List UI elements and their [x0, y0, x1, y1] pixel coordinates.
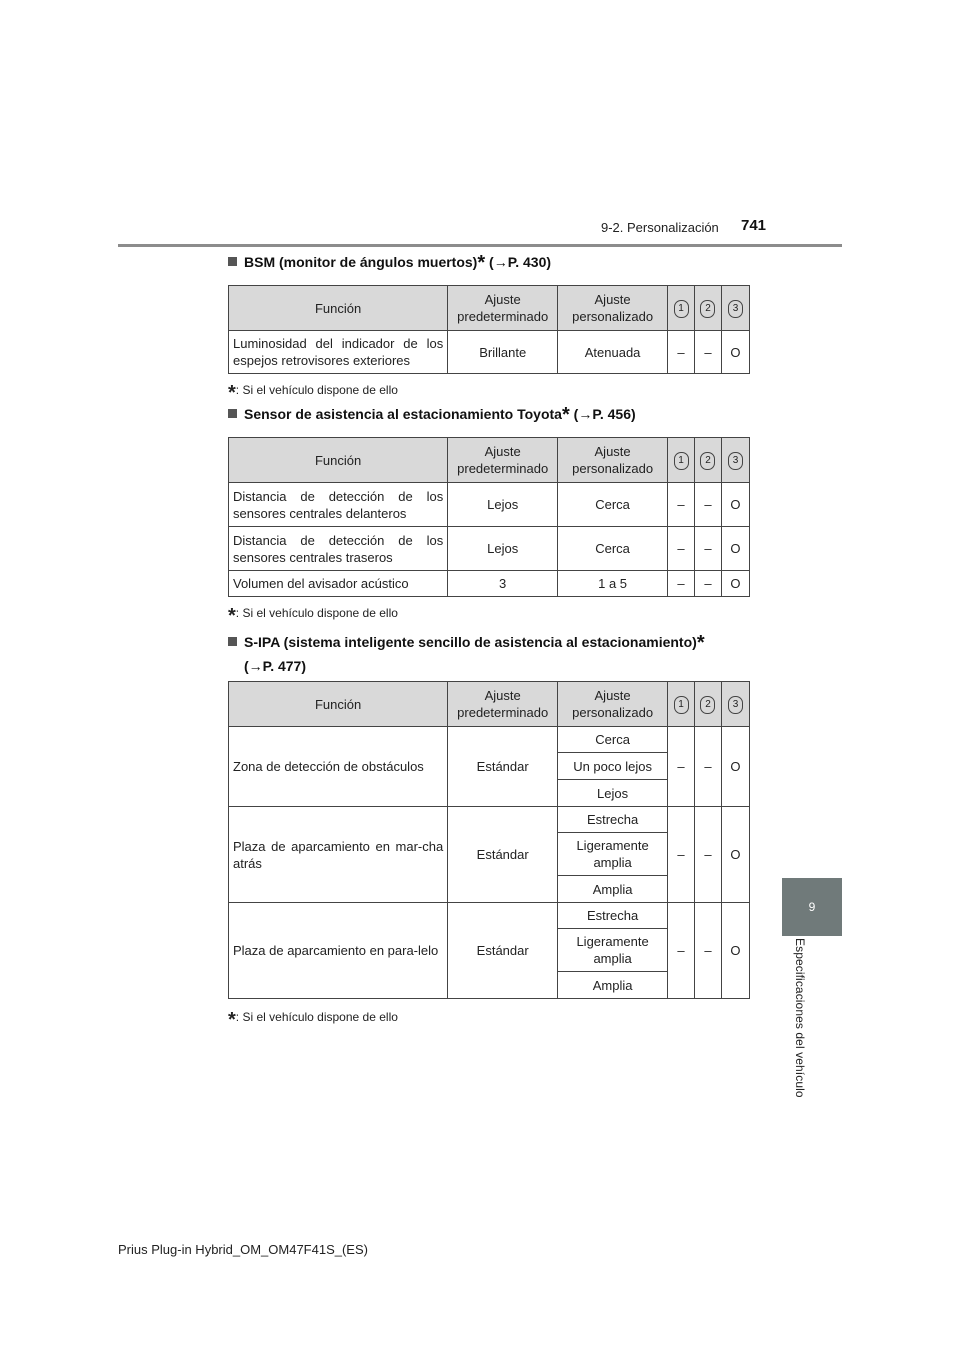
table-row	[229, 903, 750, 929]
table-row	[229, 331, 750, 374]
heading-title: S-IPA (sistema inteligente sencillo de asistencia al estacionamiento)	[244, 634, 697, 650]
heading-title: BSM (monitor de ángulos muertos)	[244, 254, 478, 270]
col-header-function: Función	[229, 438, 448, 483]
cell-custom-option: Cerca	[558, 727, 668, 753]
cell-default: Brillante	[448, 331, 558, 374]
cell-default: Estándar	[448, 807, 558, 903]
col-header-c2	[695, 286, 722, 331]
circled-1-icon: 1	[674, 452, 689, 470]
chapter-title: Especificaciones del vehículo	[793, 938, 807, 1098]
cell-custom-option: Estrecha	[558, 903, 668, 929]
footnote-asterisk: *	[228, 1009, 236, 1031]
col-header-c3	[721, 438, 749, 483]
section-heading-parking-sensor	[228, 404, 636, 426]
circled-3-icon: 3	[728, 696, 743, 714]
cell-c1: –	[668, 727, 695, 807]
footnote-text: : Si el vehículo dispone de ello	[235, 383, 398, 397]
section-heading-bsm	[228, 252, 552, 274]
cell-custom-option: Lejos	[558, 780, 668, 807]
cell-default: Estándar	[448, 727, 558, 807]
chapter-tab	[782, 878, 842, 936]
col-header-custom: Ajuste personalizado	[558, 286, 668, 331]
cell-custom-option: Ligeramente amplia	[558, 929, 668, 972]
chapter-number: 9	[808, 900, 816, 914]
cell-default: Lejos	[448, 483, 558, 527]
col-header-c1	[668, 438, 695, 483]
cell-c1: –	[668, 571, 695, 597]
circled-3-icon: 3	[728, 300, 743, 318]
circled-3-icon: 3	[728, 452, 743, 470]
cell-custom: 1 a 5	[558, 571, 668, 597]
col-header-default: Ajuste predeterminado	[448, 438, 558, 483]
cell-c3: O	[721, 527, 749, 571]
cell-c3: O	[721, 571, 749, 597]
footnote-text: : Si el vehículo dispone de ello	[235, 606, 398, 620]
page-reference: (→P. 456)	[573, 406, 636, 422]
col-header-function: Función	[229, 286, 448, 331]
cell-c1: –	[668, 483, 695, 527]
table-row	[229, 727, 750, 753]
cell-custom: Atenuada	[558, 331, 668, 374]
section-heading-sipa	[228, 630, 758, 678]
cell-function: Plaza de aparcamiento en mar-cha atrás	[229, 807, 448, 903]
cell-c1: –	[668, 807, 695, 903]
col-header-c2	[695, 438, 722, 483]
cell-custom: Cerca	[558, 483, 668, 527]
cell-default: Estándar	[448, 903, 558, 999]
cell-function: Distancia de detección de los sensores centrales traseros	[229, 527, 448, 571]
table-row	[229, 483, 750, 527]
asterisk: *	[561, 404, 570, 426]
cell-c2: –	[695, 571, 722, 597]
cell-custom-option: Estrecha	[558, 807, 668, 833]
col-header-default: Ajuste predeterminado	[448, 682, 558, 727]
cell-function: Plaza de aparcamiento en para-lelo	[229, 903, 448, 999]
table-row	[229, 527, 750, 571]
cell-c2: –	[695, 727, 722, 807]
table-bsm	[228, 285, 750, 374]
asterisk: *	[477, 252, 486, 274]
section-label: 9-2. Personalización	[601, 220, 719, 235]
cell-custom: Cerca	[558, 527, 668, 571]
square-bullet-icon	[228, 257, 237, 266]
circled-1-icon: 1	[674, 696, 689, 714]
page-number: 741	[741, 217, 767, 234]
cell-function: Distancia de detección de los sensores centrales delanteros	[229, 483, 448, 527]
cell-function: Luminosidad del indicador de los espejos retrovisores exteriores	[229, 331, 448, 374]
circled-2-icon: 2	[700, 300, 715, 318]
col-header-c2	[695, 682, 722, 727]
page-reference: (→P. 430)	[489, 254, 552, 270]
cell-c3: O	[721, 331, 749, 374]
col-header-function: Función	[229, 682, 448, 727]
cell-default: Lejos	[448, 527, 558, 571]
cell-custom-option: Amplia	[558, 972, 668, 999]
footnote-parking-sensor	[228, 605, 398, 627]
circled-1-icon: 1	[674, 300, 689, 318]
cell-c2: –	[695, 483, 722, 527]
cell-c1: –	[668, 331, 695, 374]
col-header-default: Ajuste predeterminado	[448, 286, 558, 331]
cell-c2: –	[695, 331, 722, 374]
page-reference: (→P. 477)	[244, 658, 306, 674]
col-header-c1	[668, 286, 695, 331]
cell-c3: O	[721, 807, 749, 903]
cell-c2: –	[695, 903, 722, 999]
square-bullet-icon	[228, 637, 237, 646]
cell-c3: O	[721, 903, 749, 999]
header-rule	[118, 244, 842, 247]
cell-default: 3	[448, 571, 558, 597]
col-header-c3	[721, 682, 749, 727]
cell-custom-option: Amplia	[558, 876, 668, 903]
cell-c2: –	[695, 527, 722, 571]
circled-2-icon: 2	[700, 452, 715, 470]
cell-c3: O	[721, 727, 749, 807]
document-footer: Prius Plug-in Hybrid_OM_OM47F41S_(ES)	[118, 1242, 368, 1257]
cell-custom-option: Un poco lejos	[558, 753, 668, 780]
cell-function: Zona de detección de obstáculos	[229, 727, 448, 807]
footnote-text: : Si el vehículo dispone de ello	[235, 1010, 398, 1024]
footnote-asterisk: *	[228, 605, 236, 627]
col-header-c3	[721, 286, 749, 331]
table-sipa	[228, 681, 750, 999]
circled-2-icon: 2	[700, 696, 715, 714]
col-header-custom: Ajuste personalizado	[558, 438, 668, 483]
col-header-c1	[668, 682, 695, 727]
footnote-sipa	[228, 1009, 398, 1031]
table-row	[229, 807, 750, 833]
table-parking-sensor	[228, 437, 750, 597]
cell-c1: –	[668, 903, 695, 999]
footnote-asterisk: *	[228, 382, 236, 404]
cell-c1: –	[668, 527, 695, 571]
cell-c2: –	[695, 807, 722, 903]
footnote-bsm	[228, 382, 398, 404]
cell-custom-option: Ligeramente amplia	[558, 833, 668, 876]
asterisk: *	[696, 632, 705, 654]
cell-c3: O	[721, 483, 749, 527]
heading-title: Sensor de asistencia al estacionamiento Toyota	[244, 406, 562, 422]
col-header-custom: Ajuste personalizado	[558, 682, 668, 727]
square-bullet-icon	[228, 409, 237, 418]
table-row	[229, 571, 750, 597]
cell-function: Volumen del avisador acústico	[229, 571, 448, 597]
